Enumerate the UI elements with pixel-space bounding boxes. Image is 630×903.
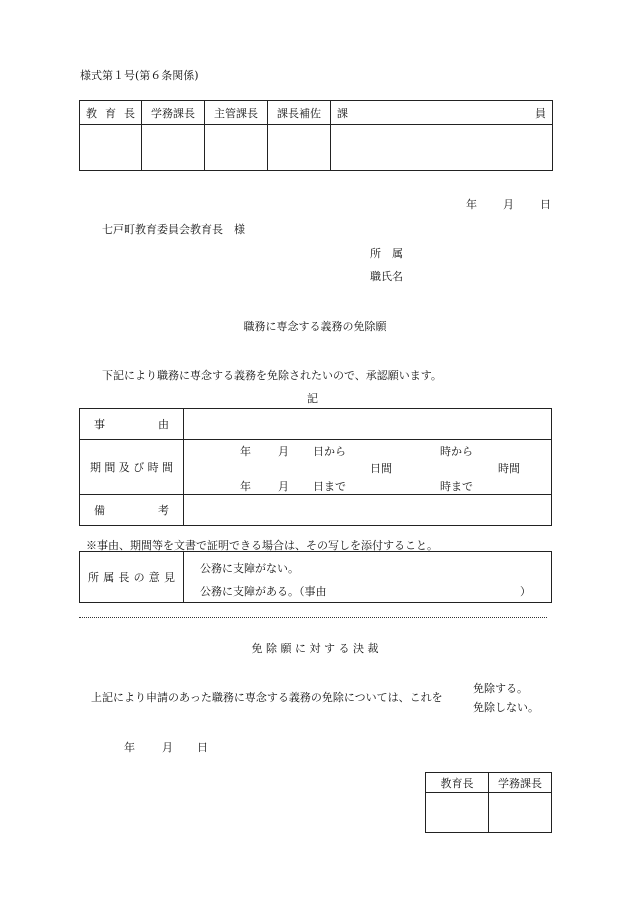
- approval-col-assistant-chief: 課長補佐: [268, 101, 331, 125]
- cut-line: [79, 617, 547, 618]
- approval-col-section-staff: 課 員: [331, 101, 553, 125]
- reason-label: 事 由: [80, 409, 184, 440]
- from-year: 年: [240, 445, 251, 458]
- stamp-cell[interactable]: [268, 125, 331, 171]
- stamp-cell[interactable]: [80, 125, 142, 171]
- stamp-cell[interactable]: [489, 793, 552, 833]
- approval-col-academic-chief: 学務課長: [142, 101, 205, 125]
- affiliation-label: 所 属: [370, 247, 403, 260]
- opinion-option-no-impact[interactable]: 公務に支障がない。: [200, 562, 299, 575]
- ki-label: 記: [307, 392, 318, 405]
- close-paren: ）: [520, 585, 531, 598]
- form-number: 様式第１号(第６条関係): [80, 69, 199, 82]
- document-title: 職務に専念する義務の免除願: [243, 320, 387, 333]
- details-table: [79, 408, 552, 526]
- decision-deny-option[interactable]: 免除しない。: [473, 701, 539, 714]
- opinion-label: 所属長の意見: [80, 552, 184, 603]
- opinion-field[interactable]: [184, 552, 552, 603]
- name-label: 職氏名: [370, 270, 403, 283]
- remarks-field[interactable]: [184, 495, 552, 526]
- attachment-note: ※事由、期間等を文書で証明できる場合は、その写しを添付すること。: [86, 539, 438, 552]
- to-day: 日まで: [313, 480, 346, 493]
- period-field[interactable]: [184, 440, 552, 495]
- opinion-option-impact[interactable]: 公務に支障がある。（事由: [200, 585, 327, 598]
- final-col-academic-chief: 学務課長: [489, 773, 552, 793]
- stamp-cell[interactable]: [142, 125, 205, 171]
- opinion-table: [79, 551, 552, 603]
- submission-date[interactable]: 年 月 日: [466, 198, 551, 211]
- stamp-cell[interactable]: [205, 125, 268, 171]
- decision-date[interactable]: 年 月 日: [124, 741, 208, 754]
- days-count: 日間: [370, 462, 392, 475]
- approval-col-supervising-chief: 主管課長: [205, 101, 268, 125]
- addressee: 七戸町教育委員会教育長 様: [102, 223, 245, 236]
- from-month: 月: [278, 445, 289, 458]
- to-month: 月: [278, 480, 289, 493]
- to-time: 時まで: [440, 480, 473, 493]
- from-day: 日から: [313, 445, 346, 458]
- reason-field[interactable]: [184, 409, 552, 440]
- final-approval-table: [425, 772, 552, 833]
- period-label: 期間及び時間: [80, 440, 184, 495]
- to-year: 年: [240, 480, 251, 493]
- final-col-superintendent: 教育長: [426, 773, 489, 793]
- from-time: 時から: [440, 445, 473, 458]
- decision-title: 免 除 願 に 対 す る 決 裁: [251, 642, 379, 655]
- stamp-cell[interactable]: [331, 125, 553, 171]
- hours-count: 時間: [498, 462, 520, 475]
- remarks-label: 備 考: [80, 495, 184, 526]
- stamp-cell[interactable]: [426, 793, 489, 833]
- decision-text: 上記により申請のあった職務に専念する義務の免除については、これを: [91, 691, 443, 704]
- approval-col-superintendent: 教育長: [80, 101, 142, 125]
- approval-table: [79, 100, 553, 171]
- decision-approve-option[interactable]: 免除する。: [473, 682, 528, 695]
- request-text: 下記により職務に専念する義務を免除されたいので、承認願います。: [102, 369, 442, 382]
